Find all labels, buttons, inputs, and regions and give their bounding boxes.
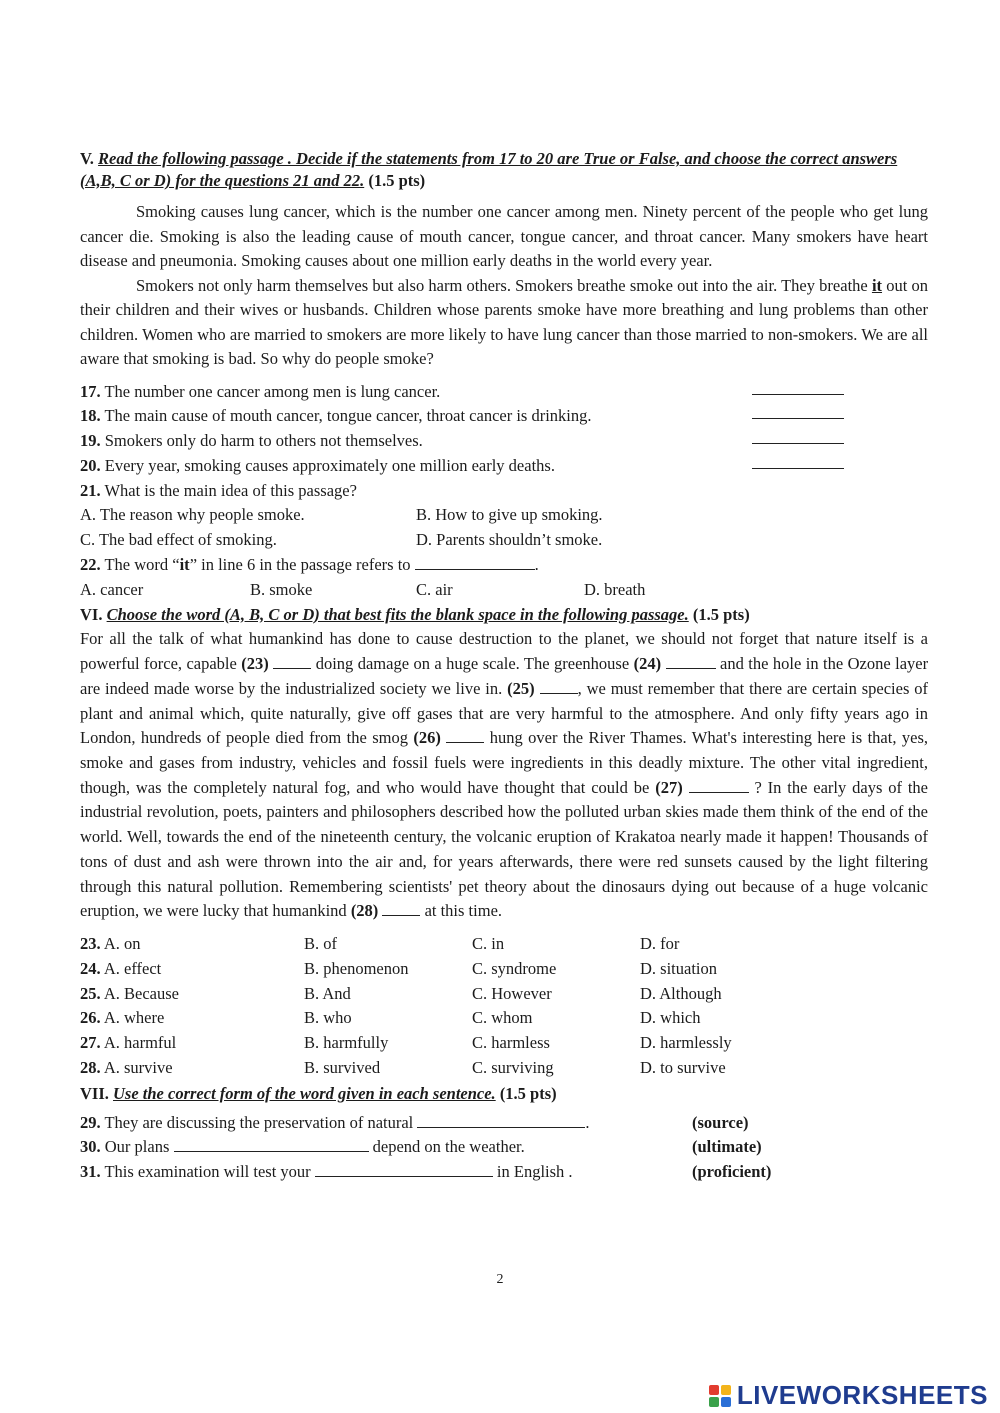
blank-26[interactable] [446,728,484,743]
q29-answer-blank[interactable] [417,1113,585,1128]
q31-root-word: (proficient) [692,1162,772,1182]
q26-option-a[interactable]: A. where [103,1008,165,1028]
q23-option-d[interactable]: D. for [640,933,680,953]
cloze-question-23: 23. A. on B. of C. in D. for [80,932,928,957]
q27-option-b[interactable]: B. harmfully [304,1033,389,1053]
q30-root-word: (ultimate) [692,1137,762,1157]
q29-root-word: (source) [692,1112,749,1132]
q24-option-b[interactable]: B. phenomenon [304,958,409,978]
blank-23[interactable] [273,654,311,669]
statement-20: 20. Every year, smoking causes approximately one million early deaths. [80,454,928,479]
section-v-title: V. Read the following passage . Decide if the statements from 17 to 20 are True or False, and choose the correct answers (A,B, C or D) for the questions 21 and 22. (1.5 pts) [80,149,898,190]
liveworksheets-logo [709,1380,988,1411]
q24-option-d[interactable]: D. situation [640,958,717,978]
q21-option-d[interactable]: D. Parents shouldn’t smoke. [416,530,603,550]
word-form-29: 29. They are discussing the preservation of natural . (source) [80,1111,928,1136]
statement-18: 18. The main cause of mouth cancer, tongue cancer, throat cancer is drinking. [80,404,928,429]
question-21: 21. What is the main idea of this passage? A. The reason why people smoke. B. How to give up smoking. C. The bad effect of smoking. D. Parents shouldn’t smoke. [80,479,928,553]
blank-28[interactable] [382,901,420,916]
q22-option-c[interactable]: C. air [416,579,453,599]
q24-option-a[interactable]: A. effect [103,958,162,978]
q23-option-b[interactable]: B. of [304,933,337,953]
q25-option-d[interactable]: D. Although [640,983,722,1003]
answer-blank-19[interactable] [752,429,844,444]
q23-option-c[interactable]: C. in [472,933,505,953]
page-number: 2 [496,1272,504,1287]
blank-24[interactable] [666,654,716,669]
q26-option-c[interactable]: C. whom [472,1008,533,1028]
cloze-question-28: 28. A. survive B. survived C. surviving D. to survive [80,1056,928,1081]
answer-blank-17[interactable] [752,380,844,395]
answer-blank-18[interactable] [752,404,844,419]
q25-option-a[interactable]: A. Because [103,983,179,1003]
q23-option-a[interactable]: A. on [103,933,141,953]
q24-option-c[interactable]: C. syndrome [472,958,557,978]
cloze-question-25: 25. A. Because B. And C. However D. Although [80,982,928,1007]
q27-option-a[interactable]: A. harmful [103,1033,177,1053]
passage-paragraph-2: Smokers not only harm themselves but also harm others. Smokers breathe smoke out into the air. They breathe it out on their children and their wives or husbands. Children whose parents smoke have more breathing and lung problems than other children. Women who are married to smokers are more likely to have lung cancer than those married to non-smokers. We are all aware that smoking is bad. So why do people smoke? [80,275,929,368]
underlined-word-it: it [871,275,883,295]
q21-option-b[interactable]: B. How to give up smoking. [416,505,603,525]
blank-27[interactable] [689,778,749,793]
liveworksheets-wordmark: LIVEWORKSHEETS [736,1380,988,1410]
section-vii-title: VII. Use the correct form of the word given in each sentence. (1.5 pts) [80,1083,557,1103]
q22-answer-blank[interactable] [415,555,535,570]
answer-blank-20[interactable] [752,454,844,469]
cloze-options [80,932,928,1081]
cloze-question-26: 26. A. where B. who C. whom D. which [80,1006,928,1031]
cloze-question-27: 27. A. harmful B. harmfully C. harmless D. harmlessly [80,1031,928,1056]
q22-option-a[interactable]: A. cancer [80,579,144,599]
q27-option-d[interactable]: D. harmlessly [640,1033,732,1053]
blank-25[interactable] [540,679,578,694]
q28-option-b[interactable]: B. survived [304,1057,381,1077]
q31-answer-blank[interactable] [315,1162,493,1177]
q21-option-a[interactable]: A. The reason why people smoke. [80,505,305,525]
passage-paragraph-1: Smoking causes lung cancer, which is the number one cancer among men. Ninety percent of the people who get lung cancer die. Smoking is also the leading cause of mouth cancer, tongue cancer, and throat cancer. Many smokers have heart disease and pneumonia. Smoking causes about one million early deaths in the world every year. [80,202,928,270]
true-false-statements [80,380,928,479]
section-vi-title: VI. Choose the word (A, B, C or D) that best fits the blank space in the following passage. (1.5 pts) [80,604,750,624]
liveworksheets-logo-icon [709,1385,731,1407]
q25-option-c[interactable]: C. However [472,983,552,1003]
q21-option-c[interactable]: C. The bad effect of smoking. [80,530,277,550]
statement-19: 19. Smokers only do harm to others not themselves. [80,429,928,454]
q22-option-d[interactable]: D. breath [584,579,646,599]
worksheet-page [80,148,928,1185]
q28-option-c[interactable]: C. surviving [472,1057,554,1077]
q28-option-a[interactable]: A. survive [103,1057,173,1077]
cloze-question-24: 24. A. effect B. phenomenon C. syndrome D. situation [80,957,928,982]
statement-17: 17. The number one cancer among men is lung cancer. [80,380,928,405]
word-form-31: 31. This examination will test your in English . (proficient) [80,1160,928,1185]
q27-option-c[interactable]: C. harmless [472,1033,550,1053]
q22-option-b[interactable]: B. smoke [250,579,313,599]
question-22: 22. The word “it” in line 6 in the passage refers to . A. cancer B. smoke C. air D. breath [80,553,928,603]
q30-answer-blank[interactable] [174,1137,369,1152]
word-form-30: 30. Our plans depend on the weather. (ultimate) [80,1135,928,1160]
q25-option-b[interactable]: B. And [304,983,351,1003]
q26-option-d[interactable]: D. which [640,1008,701,1028]
cloze-passage: For all the talk of what humankind has done to cause destruction to the planet, we should not forget that nature itself is a powerful force, capable (23) doing damage on a huge scale. The greenhouse (24) and the hole in the Ozone layer are indeed made worse by the industrialized society we live in. (25) , we must remember that there are certain species of plant and animal which, quite naturally, give off gases that are very harmful to the atmosphere. And only fifty years ago in London, hundreds of people died from the smog (26) hung over the River Thames. What's interesting here is that, yes, smoke and gases from industry, vehicles and fossil fuels were ingredients in this deadly mixture. The other vital ingredient, though, was the completely natural fog, and who would have thought that could be (27) ? In the early days of the industrial revolution, poets, painters and philosophers described how the polluted urban skies made them think of the end of the world. Well, towards the end of the nineteenth century, the volcanic eruption of Krakatoa nearly made it happen! Thousands of tons of dust and ash were thrown into the air and, for years afterwards, there were red sunsets caused by the light filtering through this natural pollution. Remembering scientists' pet theory about the dinosaurs dying out because of a huge volcanic eruption, we were lucky that humankind (28) at this time. [80,629,929,921]
q26-option-b[interactable]: B. who [304,1008,352,1028]
q28-option-d[interactable]: D. to survive [640,1057,726,1077]
